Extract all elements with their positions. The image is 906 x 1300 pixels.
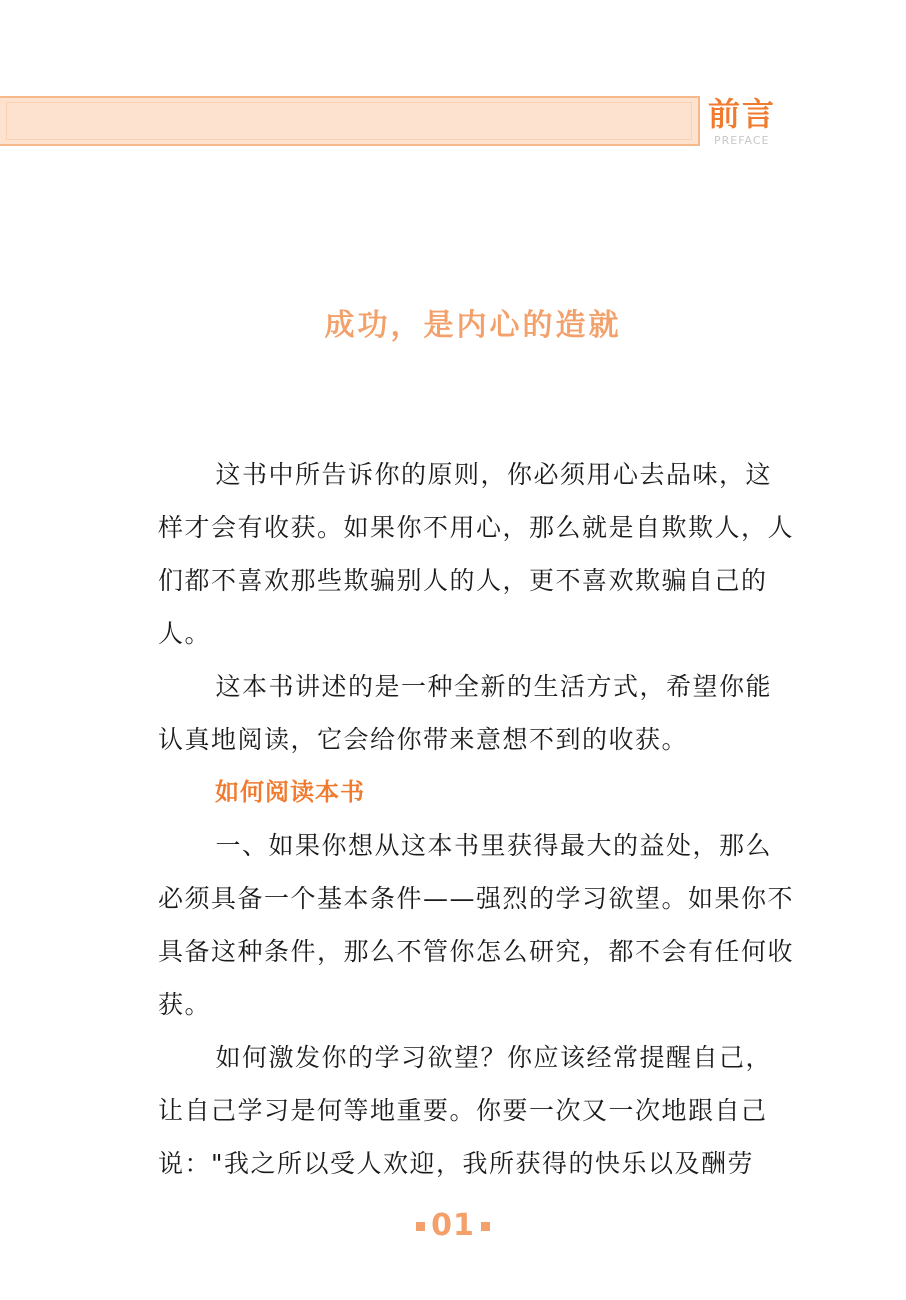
header-title: 前言: [708, 95, 777, 133]
header-subtitle: PREFACE: [714, 134, 770, 147]
chapter-title: 成功，是内心的造就: [324, 308, 622, 343]
page-number-right-dot: [481, 1222, 490, 1231]
paragraph: 如何激发你的学习欲望？你应该经常提醒自己，让自己学习是何等地重要。你要一次又一次地跟自己说："我之所以受人欢迎，我所获得的快乐以及酬劳: [158, 1043, 773, 1178]
paragraph: 这书中所告诉你的原则，你必须用心去品味，这样才会有收获。如果你不用心，那么就是自欺欺人，人们都不喜欢那些欺骗别人的人，更不喜欢欺骗自己的人。: [158, 460, 795, 648]
page-number: [0, 1208, 906, 1243]
page-number-text: 01: [431, 1208, 475, 1243]
section-heading: 如何阅读本书: [215, 778, 365, 806]
paragraph: 这本书讲述的是一种全新的生活方式，希望你能认真地阅读，它会给你带来意想不到的收获。: [158, 672, 773, 754]
body-text: [158, 448, 794, 1190]
page-number-left-dot: [416, 1222, 425, 1231]
header-band: [0, 96, 700, 146]
paragraph: 一、如果你想从这本书里获得最大的益处，那么必须具备一个基本条件——强烈的学习欲望。如果你不具备这种条件，那么不管你怎么研究，都不会有任何收获。: [158, 831, 795, 1019]
